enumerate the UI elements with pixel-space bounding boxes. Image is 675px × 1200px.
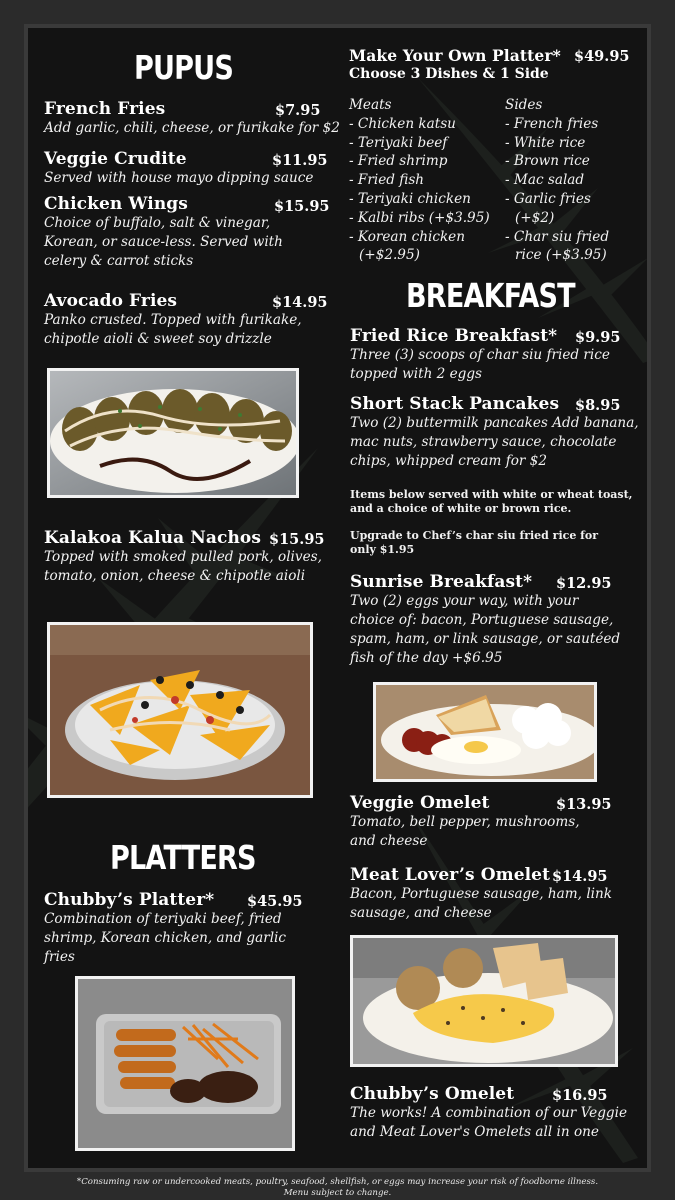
item-name: Veggie Crudite (44, 149, 187, 169)
item-description: Combination of teriyaki beef, fried shrimp, Korean chicken, and garlic fries (44, 911, 287, 965)
list-item: (+$2) (515, 209, 555, 226)
pupus-heading: PUPUS (134, 48, 234, 87)
item-name: Chubby’s Platter* (44, 890, 215, 910)
item-price: $15.95 (274, 198, 330, 215)
item-description: Bacon, Portuguese sausage, ham, link sausage, and cheese (350, 886, 613, 921)
disclaimer-text: *Consuming raw or undercooked meats, poultry, seafood, shellfish, or eggs may increase your risk of foodborne illness. (76, 1177, 599, 1187)
item-name: Chicken Wings (44, 194, 188, 214)
item-name: Veggie Omelet (350, 793, 490, 813)
omelet-illustration (353, 938, 615, 1064)
upgrade-note: Upgrade to Chef’s char siu fried rice for only $1.95 (350, 529, 599, 556)
item-price: $8.95 (575, 397, 621, 414)
item-name: Avocado Fries (44, 291, 178, 311)
menu-item-kalua-nachos (44, 528, 326, 586)
item-price: $12.95 (556, 575, 612, 592)
item-description: The works! A combination of our Veggie and Meat Lover's Omelets all in one (350, 1105, 628, 1140)
list-item: - Chicken katsu (349, 115, 456, 132)
menu-item-chubbys-omelet (350, 1084, 642, 1142)
item-description: Three (3) scoops of char siu fried rice topped with 2 eggs (350, 347, 610, 382)
menu-item-veggie-omelet (350, 793, 640, 851)
item-name: French Fries (44, 99, 166, 119)
item-description: Add garlic, chili, cheese, or furikake for $2 (44, 120, 340, 136)
sunrise-breakfast-illustration (376, 685, 594, 779)
item-price: $9.95 (575, 329, 621, 346)
item-name: Chubby’s Omelet (350, 1084, 515, 1104)
avocado-fries-photo (47, 368, 299, 498)
item-price: $11.95 (272, 152, 328, 169)
avocado-fries-illustration (50, 371, 296, 495)
sides-list (505, 96, 635, 265)
platter-illustration (78, 979, 292, 1148)
list-item: - Garlic fries (505, 190, 591, 207)
list-item: - Teriyaki beef (349, 134, 448, 151)
breakfast-heading: BREAKFAST (406, 276, 575, 315)
item-description: Two (2) buttermilk pancakes Add banana, mac nuts, strawberry sauce, chocolate chips, whipped cream for $2 (350, 415, 639, 469)
menu-item-meat-lovers-omelet (350, 865, 642, 923)
list-item: - Fried fish (349, 172, 425, 189)
item-name: Sunrise Breakfast* (350, 572, 533, 592)
list-item: - Brown rice (505, 153, 590, 170)
item-name: Short Stack Pancakes (350, 394, 560, 414)
menu-item-fried-rice-breakfast (350, 326, 640, 384)
item-price: $15.95 (269, 531, 325, 548)
item-description: Served with house mayo dipping sauce (44, 170, 314, 186)
make-your-own-platter (349, 46, 639, 82)
menu-item-chubbys-platter (44, 890, 306, 967)
platter-photo (75, 976, 295, 1151)
meats-label: Meats (349, 97, 392, 113)
list-item: - French fries (505, 115, 599, 132)
item-description: Two (2) eggs your way, with your choice of: bacon, Portuguese sausage, spam, ham, or link sausage, or sautéed fish of the day +$6.95 (350, 593, 621, 666)
list-item: rice (+$3.95) (515, 247, 607, 264)
toast-note: Items below served with white or wheat toast, and a choice of white or brown rice. (350, 488, 633, 515)
footer-disclaimer (0, 1177, 675, 1199)
list-item: - Char siu fried (505, 228, 610, 245)
item-name: Make Your Own Platter* (349, 46, 561, 65)
item-price: $13.95 (556, 796, 612, 813)
list-item: (+$2.95) (359, 247, 420, 264)
platter-subtitle: Choose 3 Dishes & 1 Side (349, 66, 549, 82)
list-item: - Mac salad (505, 172, 585, 189)
item-description: Choice of buffalo, salt & vinegar, Korean, or sauce-less. Served with celery & carrot sticks (44, 215, 283, 269)
item-price: $16.95 (552, 1087, 608, 1104)
menu-item-avocado-fries (44, 291, 328, 349)
item-description: Tomato, bell pepper, mushrooms, and cheese (350, 814, 580, 849)
list-item: - Fried shrimp (349, 153, 448, 170)
nachos-photo (47, 622, 313, 798)
sides-label: Sides (505, 97, 543, 113)
menu-item-french-fries (44, 99, 340, 138)
menu-item-chicken-wings (44, 194, 330, 271)
list-item: - Teriyaki chicken (349, 190, 471, 207)
item-description: Panko crusted. Topped with furikake, chipotle aioli & sweet soy drizzle (44, 312, 302, 347)
item-price: $14.95 (552, 868, 608, 885)
menu-item-sunrise-breakfast (350, 572, 642, 668)
item-price: $14.95 (272, 294, 328, 311)
list-item: - Kalbi ribs (+$3.95) (349, 209, 490, 226)
list-item: - White rice (505, 134, 586, 151)
item-price: $49.95 (574, 48, 630, 65)
menu-change-note: Menu subject to change. (283, 1188, 392, 1198)
item-description: Topped with smoked pulled pork, olives, tomato, onion, cheese & chipotle aioli (44, 549, 322, 584)
item-name: Fried Rice Breakfast* (350, 326, 558, 346)
menu-item-short-stack-pancakes (350, 394, 642, 471)
item-name: Kalakoa Kalua Nachos (44, 528, 262, 548)
nachos-illustration (50, 625, 310, 795)
item-name: Meat Lover’s Omelet (350, 865, 551, 885)
omelet-photo (350, 935, 618, 1067)
item-price: $7.95 (275, 102, 321, 119)
menu-item-veggie-crudite (44, 149, 326, 188)
list-item: - Korean chicken (349, 228, 465, 245)
sunrise-breakfast-photo (373, 682, 597, 782)
meats-list (349, 96, 499, 265)
item-price: $45.95 (247, 893, 303, 910)
platters-heading: PLATTERS (110, 838, 256, 877)
